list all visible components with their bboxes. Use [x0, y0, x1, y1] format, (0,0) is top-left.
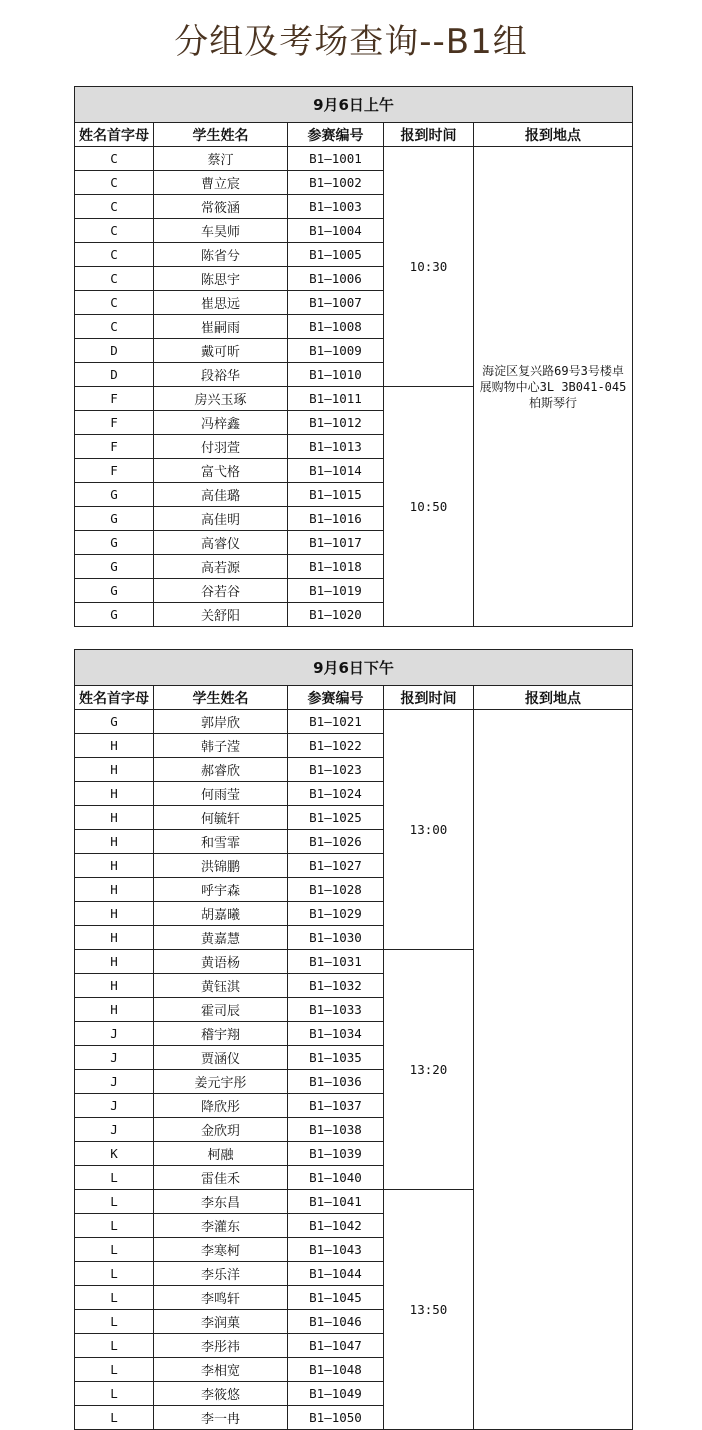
student-name-cell: 和雪霏: [154, 830, 288, 854]
checkin-location-cell: [474, 710, 633, 1430]
student-name-cell: 郭岸欣: [154, 710, 288, 734]
initial-cell: J: [75, 1046, 154, 1070]
initial-cell: L: [75, 1214, 154, 1238]
entry-id-cell: B1—1013: [288, 435, 384, 459]
initial-cell: L: [75, 1190, 154, 1214]
entry-id-cell: B1—1018: [288, 555, 384, 579]
column-header-location: 报到地点: [474, 123, 633, 147]
student-name-cell: 黄嘉慧: [154, 926, 288, 950]
initial-cell: J: [75, 1118, 154, 1142]
schedule-table-morning: [74, 86, 633, 627]
student-name-cell: 陈省兮: [154, 243, 288, 267]
entry-id-cell: B1—1022: [288, 734, 384, 758]
initial-cell: L: [75, 1334, 154, 1358]
column-header-time: 报到时间: [384, 123, 474, 147]
initial-cell: G: [75, 555, 154, 579]
session-date: 9月6日下午: [75, 650, 633, 686]
student-name-cell: 何毓轩: [154, 806, 288, 830]
entry-id-cell: B1—1043: [288, 1238, 384, 1262]
entry-id-cell: B1—1003: [288, 195, 384, 219]
initial-cell: H: [75, 902, 154, 926]
student-name-cell: 李灌东: [154, 1214, 288, 1238]
checkin-time-cell: 13:20: [384, 950, 474, 1190]
initial-cell: J: [75, 1070, 154, 1094]
initial-cell: J: [75, 1094, 154, 1118]
entry-id-cell: B1—1023: [288, 758, 384, 782]
page-title: 分组及考场查询--B1组: [174, 22, 528, 62]
student-name-cell: 冯梓鑫: [154, 411, 288, 435]
entry-id-cell: B1—1045: [288, 1286, 384, 1310]
entry-id-cell: B1—1039: [288, 1142, 384, 1166]
table-row: [75, 710, 633, 734]
entry-id-cell: B1—1032: [288, 974, 384, 998]
schedule-table-afternoon: [74, 649, 633, 1430]
entry-id-cell: B1—1019: [288, 579, 384, 603]
initial-cell: D: [75, 363, 154, 387]
student-name-cell: 段裕华: [154, 363, 288, 387]
entry-id-cell: B1—1037: [288, 1094, 384, 1118]
initial-cell: H: [75, 950, 154, 974]
student-name-cell: 韩子滢: [154, 734, 288, 758]
initial-cell: L: [75, 1358, 154, 1382]
entry-id-cell: B1—1038: [288, 1118, 384, 1142]
column-header-time: 报到时间: [384, 686, 474, 710]
student-name-cell: 姜元宇彤: [154, 1070, 288, 1094]
entry-id-cell: B1—1024: [288, 782, 384, 806]
entry-id-cell: B1—1007: [288, 291, 384, 315]
entry-id-cell: B1—1009: [288, 339, 384, 363]
initial-cell: H: [75, 830, 154, 854]
entry-id-cell: B1—1049: [288, 1382, 384, 1406]
initial-cell: F: [75, 435, 154, 459]
student-name-cell: 付羽萱: [154, 435, 288, 459]
student-name-cell: 稽宇翔: [154, 1022, 288, 1046]
initial-cell: L: [75, 1310, 154, 1334]
student-name-cell: 李筱悠: [154, 1382, 288, 1406]
entry-id-cell: B1—1005: [288, 243, 384, 267]
entry-id-cell: B1—1002: [288, 171, 384, 195]
entry-id-cell: B1—1025: [288, 806, 384, 830]
checkin-time-cell: 13:00: [384, 710, 474, 950]
entry-id-cell: B1—1035: [288, 1046, 384, 1070]
student-name-cell: 谷若谷: [154, 579, 288, 603]
student-name-cell: 李润菓: [154, 1310, 288, 1334]
entry-id-cell: B1—1047: [288, 1334, 384, 1358]
entry-id-cell: B1—1017: [288, 531, 384, 555]
student-name-cell: 戴可昕: [154, 339, 288, 363]
column-header-id: 参赛编号: [288, 123, 384, 147]
entry-id-cell: B1—1020: [288, 603, 384, 627]
entry-id-cell: B1—1016: [288, 507, 384, 531]
initial-cell: D: [75, 339, 154, 363]
entry-id-cell: B1—1015: [288, 483, 384, 507]
initial-cell: C: [75, 291, 154, 315]
column-header-name: 学生姓名: [154, 686, 288, 710]
initial-cell: G: [75, 483, 154, 507]
student-name-cell: 李相宽: [154, 1358, 288, 1382]
table-row: [75, 147, 633, 171]
initial-cell: C: [75, 315, 154, 339]
entry-id-cell: B1—1026: [288, 830, 384, 854]
entry-id-cell: B1—1030: [288, 926, 384, 950]
initial-cell: F: [75, 459, 154, 483]
column-header-location: 报到地点: [474, 686, 633, 710]
initial-cell: G: [75, 507, 154, 531]
student-name-cell: 李东昌: [154, 1190, 288, 1214]
initial-cell: L: [75, 1166, 154, 1190]
entry-id-cell: B1—1008: [288, 315, 384, 339]
initial-cell: L: [75, 1262, 154, 1286]
entry-id-cell: B1—1031: [288, 950, 384, 974]
entry-id-cell: B1—1006: [288, 267, 384, 291]
initial-cell: J: [75, 1022, 154, 1046]
initial-cell: C: [75, 267, 154, 291]
initial-cell: H: [75, 974, 154, 998]
entry-id-cell: B1—1048: [288, 1358, 384, 1382]
student-name-cell: 李鸣轩: [154, 1286, 288, 1310]
student-name-cell: 崔思远: [154, 291, 288, 315]
student-name-cell: 崔嗣雨: [154, 315, 288, 339]
student-name-cell: 雷佳禾: [154, 1166, 288, 1190]
initial-cell: L: [75, 1382, 154, 1406]
initial-cell: G: [75, 579, 154, 603]
initial-cell: H: [75, 782, 154, 806]
entry-id-cell: B1—1010: [288, 363, 384, 387]
student-name-cell: 高佳明: [154, 507, 288, 531]
session-date: 9月6日上午: [75, 87, 633, 123]
initial-cell: K: [75, 1142, 154, 1166]
initial-cell: H: [75, 854, 154, 878]
student-name-cell: 降欣彤: [154, 1094, 288, 1118]
student-name-cell: 胡嘉曦: [154, 902, 288, 926]
student-name-cell: 柯融: [154, 1142, 288, 1166]
checkin-time-cell: 10:30: [384, 147, 474, 387]
student-name-cell: 房兴玉琢: [154, 387, 288, 411]
initial-cell: H: [75, 926, 154, 950]
initial-cell: L: [75, 1238, 154, 1262]
student-name-cell: 贾涵仪: [154, 1046, 288, 1070]
entry-id-cell: B1—1042: [288, 1214, 384, 1238]
initial-cell: H: [75, 806, 154, 830]
column-header-name: 学生姓名: [154, 123, 288, 147]
column-header-id: 参赛编号: [288, 686, 384, 710]
entry-id-cell: B1—1012: [288, 411, 384, 435]
checkin-location-cell: 海淀区复兴路69号3号楼卓展购物中心3L 3B041-045柏斯琴行: [474, 147, 633, 627]
entry-id-cell: B1—1050: [288, 1406, 384, 1430]
entry-id-cell: B1—1004: [288, 219, 384, 243]
student-name-cell: 郝睿欣: [154, 758, 288, 782]
entry-id-cell: B1—1029: [288, 902, 384, 926]
entry-id-cell: B1—1011: [288, 387, 384, 411]
entry-id-cell: B1—1041: [288, 1190, 384, 1214]
initial-cell: C: [75, 195, 154, 219]
entry-id-cell: B1—1044: [288, 1262, 384, 1286]
student-name-cell: 李寒柯: [154, 1238, 288, 1262]
student-name-cell: 金欣玥: [154, 1118, 288, 1142]
student-name-cell: 车昊师: [154, 219, 288, 243]
initial-cell: C: [75, 219, 154, 243]
student-name-cell: 呼宇森: [154, 878, 288, 902]
student-name-cell: 李乐洋: [154, 1262, 288, 1286]
initial-cell: C: [75, 171, 154, 195]
student-name-cell: 关舒阳: [154, 603, 288, 627]
student-name-cell: 洪锦鹏: [154, 854, 288, 878]
initial-cell: C: [75, 243, 154, 267]
student-name-cell: 高睿仪: [154, 531, 288, 555]
student-name-cell: 李彤祎: [154, 1334, 288, 1358]
entry-id-cell: B1—1014: [288, 459, 384, 483]
student-name-cell: 李一冉: [154, 1406, 288, 1430]
student-name-cell: 陈思宇: [154, 267, 288, 291]
student-name-cell: 何雨莹: [154, 782, 288, 806]
student-name-cell: 曹立宸: [154, 171, 288, 195]
entry-id-cell: B1—1001: [288, 147, 384, 171]
student-name-cell: 黄语杨: [154, 950, 288, 974]
initial-cell: F: [75, 387, 154, 411]
entry-id-cell: B1—1040: [288, 1166, 384, 1190]
initial-cell: F: [75, 411, 154, 435]
column-header-initial: 姓名首字母: [75, 686, 154, 710]
initial-cell: H: [75, 758, 154, 782]
entry-id-cell: B1—1028: [288, 878, 384, 902]
initial-cell: G: [75, 531, 154, 555]
initial-cell: H: [75, 878, 154, 902]
student-name-cell: 黄钰淇: [154, 974, 288, 998]
student-name-cell: 蔡汀: [154, 147, 288, 171]
initial-cell: C: [75, 147, 154, 171]
student-name-cell: 霍司辰: [154, 998, 288, 1022]
entry-id-cell: B1—1036: [288, 1070, 384, 1094]
entry-id-cell: B1—1046: [288, 1310, 384, 1334]
initial-cell: H: [75, 998, 154, 1022]
column-header-initial: 姓名首字母: [75, 123, 154, 147]
initial-cell: H: [75, 734, 154, 758]
student-name-cell: 高佳璐: [154, 483, 288, 507]
initial-cell: G: [75, 710, 154, 734]
entry-id-cell: B1—1027: [288, 854, 384, 878]
entry-id-cell: B1—1033: [288, 998, 384, 1022]
student-name-cell: 富弋格: [154, 459, 288, 483]
initial-cell: G: [75, 603, 154, 627]
student-name-cell: 高若源: [154, 555, 288, 579]
initial-cell: L: [75, 1406, 154, 1430]
student-name-cell: 常筱涵: [154, 195, 288, 219]
initial-cell: L: [75, 1286, 154, 1310]
entry-id-cell: B1—1021: [288, 710, 384, 734]
entry-id-cell: B1—1034: [288, 1022, 384, 1046]
checkin-time-cell: 13:50: [384, 1190, 474, 1430]
checkin-time-cell: 10:50: [384, 387, 474, 627]
